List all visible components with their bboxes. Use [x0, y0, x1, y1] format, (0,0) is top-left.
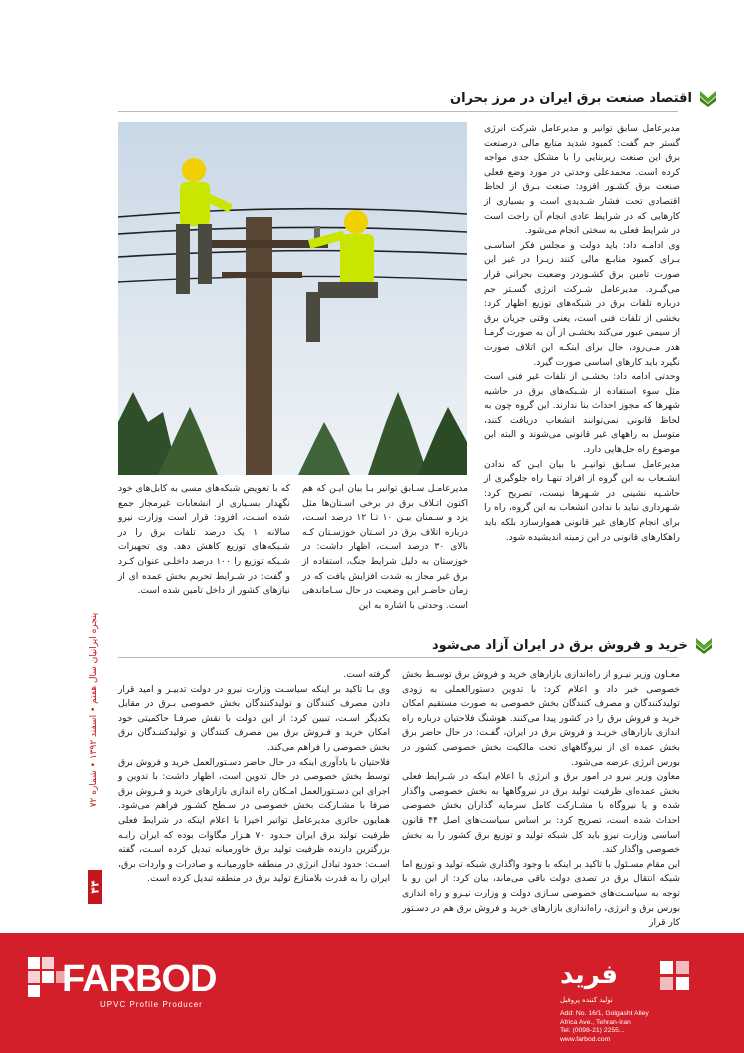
article2-rule	[118, 657, 678, 658]
paragraph: وی ادامـه داد: باید دولت و مجلس فکر اساسـی بـرای کمبود منابـع مالی کنند زیـرا در غیر این صورت تامین برق کشـوردر وضعیت بحرانی قرار می‌گیـرد. مدیرعامل شـرکت انرژی گسـتر جم درباره تلفات برق در شبکه‌های توزیع اظهار کرد: بخشی از تلفات فنی است، یعنی وقتی جریان برق از سیمی عبور می‌کند بخشـی از آن به صورت گرمـا هدر مـی‌رود، حال برای اینکـه این اتلاف صورت نگیرد باید کارهای اساسی صورت گیرد.	[484, 239, 680, 368]
farbod-brand: FARBOD	[62, 958, 217, 1000]
article2-col-left	[118, 668, 390, 887]
website-link[interactable]: www.farbod.com	[560, 1035, 611, 1043]
article2-col-right	[402, 668, 680, 931]
paragraph: گرفته است.	[343, 669, 390, 680]
article2-title: خرید و فروش برق در ایران آزاد می‌شود	[432, 637, 688, 653]
chevron-down-icon	[698, 88, 718, 108]
address-line: Tel: (0098-21) 2255...	[560, 1027, 625, 1034]
article1-rule	[118, 111, 678, 112]
article1-col-left	[118, 482, 290, 599]
paragraph: معاون وزیر نیرو در امور برق و انرژی با اعلام اینکه در شـرایط فعلی بخش عمده‌ای ظرفیت تولید برق در نیروگاهها به بخش خصوصی واگذار شده و یا نیروگاه با مشـارکت کامل سرمایه گذاران بخش خصوصی احداث شده است، تصریح کرد: بر اساس سیاست‌های اصل ۴۴ قانون اساسی وزارت نیرو باید کل شبکه تولید و توزیع برق کشور را به بخش خصوصی واگذار کند.	[402, 771, 680, 856]
fa-brand-icon	[660, 961, 690, 991]
paragraph: مدیرعامـل سـابق توانیر بـا بیان ایـن که هم اکنون اتـلاف برق در برخی اسـتان‌ها مثل یزد و سـمنان بیـن ۱۰ تـا ۱۲ درصد اسـت، درباره اتلاف برق در اسـتان خوزسـتان کـه بالای ۳۰ درصد اسـت، اظهار داشت: در خوزستان به دلیل شرایط جنگ، استفاده از برق غیر مجاز به شدت افزایش یافت که در زمان حاضـر این وضعیت در حال سـاماندهی است. وحدتی با اشاره به این	[302, 483, 468, 611]
paragraph: که با تعویض شبکه‌های مسی به کابل‌های خود نگهدار بسـیاری از انشعابات غیرمجاز جمع شده اسـت، افزود: قرار است وزارت نیرو سالانه ۱ یک درصد تلفات برق را در شـبکه‌های توزیع کاهش دهد. وی تجهیزات شـبکه توزیع را ۱۰۰ درصد داخلـی عنوان کـرد و گفت: در شـرایط تحریم بخش عمده ای از نیازهای کشور از داخل تامین شده است.	[118, 483, 291, 597]
article1-col-middle	[302, 482, 468, 613]
paragraph: وی بـا تاکید بر اینکه سیاسـت وزارت نیرو در دولت تدبیـر و امید قرار دادن مصرف کنندگان و تولیدکنندگان بخش خصوصی بـرق در مقابل یکدیگر اسـت، تبیین کرد: از این دولت با نقش صرفـا حاکمیتی خود امکان خرید و فـروش برق بین مصرف کنندگان و تولیدکننـدگان برق بخش خصوصی را فراهم می‌کند.	[118, 683, 390, 753]
paragraph: وحدتی ادامه داد: بخشـی از تلفات غیر فنی است مثل سوء استفاده از شـبکه‌های برق در حاشیه شهرها که مجوز احداث بنا ندارند. این گروه چون به لحاظ قانونی نمی‌توانند انشعاب دریافت کنند، متوسل به راههای غیر قانونی می‌شوند و البته این موضوع راه حل‌هایی دارد.	[484, 371, 680, 456]
article2-heading	[432, 635, 714, 655]
paragraph: مدیرعامل سابق توانیر و مدیرعامل شرکت انرژی گستر جم گفت: کمبود شدید منابع مالی درصنعت برق این صنعت زیربنایی را با مشکل جدی مواجه کرده است. محمدعلی وحدتی در مورد وضع فعلی صنعت برق کشـور افزود: صنعت بـرق از لحاظ اقتصادی تحت فشار شـدیدی است و بسیاری از کارهایی که در شرایط عادی انجام آن راحت است در شرایط فعلی به سختی انجام می‌شود.	[484, 123, 680, 237]
paragraph: فلاحتیان با یادآوری اینکه در حال حاضر دسـتورالعمل خرید و فروش برق توسط بخش خصوصی در حال تدوین است، اظهار داشت: با تدوین و اجرای این دسـتورالعمل امـکان راه اندازی بازارهای خرید و فـروش برق صرفا با مشـارکت بخش خصوصی در سـطح کشـور فراهم می‌شود. همایون حائری مدیرعامل توانیر اخیرا با اعلام اینکه در شرایط فعلی ظرفیت تولید برق ایران حـدود ۷۰ هـزار مگاوات بوده که ایران رابـه بزرگترین دارنده ظرفیت تولید برق خاورمیانه تبدیل کرده اسـت، گفته اسـت: حدود تبادل انرژی در منطقه خاورمیانـه و صادرات و واردات برق، ایران را به قدرت بلامنازع تولید برق در منطقه تبدیل کرده است.	[118, 756, 391, 885]
chevron-down-icon	[694, 635, 714, 655]
paragraph: مدیرعامل سـابق توانیـر با بیان ایـن که ندادن انشـعاب به این گروه از افراد تنهـا راه جلوگیری از حاشـیه نشینی در شـهرها نیست، تصریح کرد: شـهرداری نباید با ندادن انشعاب به این گروه، راه را برای انجام کارهای غیر قانونی هموارسازد بلکه باید راهکارهای قانونی در این زمینه اندیشیده شود.	[484, 458, 680, 543]
paragraph: این مقام مسـئول با تاکید بر اینکه با وجود واگذاری شبکه تولید و توزیع اما شبکه انتقال برق در تصدی دولت باقی می‌ماند، بیان کرد: از این رو با توجه به سیاسـت‌های خصوصی سـازی دولت و وزارت نیـرو و راه اندازی بورس برق و انرژی، راه‌اندازی بازارهای خرید و فروش برق هم در دسـتور کار قرار	[402, 858, 680, 929]
ad-address	[560, 1010, 649, 1044]
fa-brand: فرید	[560, 960, 618, 990]
paragraph: معـاون وزیر نیـرو از راه‌اندازی بازارهای خرید و فروش برق توسـط بخش خصوصی خبر داد و اعلام کرد: با تدوین دستورالعملی به زودی تولیدکنندگان و مصرف کنندگان بخش خصوصی به صورت مستقیم امکان خرید و فروش برق را در کشور پیدا می‌کنند. هوشنگ فلاحتیان درباره راه اندازی بازارهای خریـد و فروش برق در ایران، گفـت: در حال حاضر برق بخش عمده ای از نیروگاههای تحت مالکیت بخش خصوصی کشور در بورس انرژی عرضه می‌شود.	[402, 669, 680, 768]
article1-heading	[450, 88, 718, 108]
article1-col-right	[484, 122, 680, 545]
farbod-tagline: UPVC Profile Producer	[100, 1000, 203, 1009]
issue-line: پنجره ایرانیان سال هفتم • اسفند ۱۳۹۲ • شماره ۷۲	[89, 612, 99, 808]
fa-tagline: تولید کننده پروفیل	[560, 996, 613, 1004]
page-number: ۴۴	[88, 870, 102, 904]
address-line: Add: No. 16/1, Golgasht Alley	[560, 1010, 649, 1017]
address-line: Africa Ave., Tehran-Iran	[560, 1018, 631, 1026]
article1-title: اقتصاد صنعت برق ایران در مرز بحران	[450, 90, 692, 106]
lineworkers-photo	[118, 122, 467, 475]
